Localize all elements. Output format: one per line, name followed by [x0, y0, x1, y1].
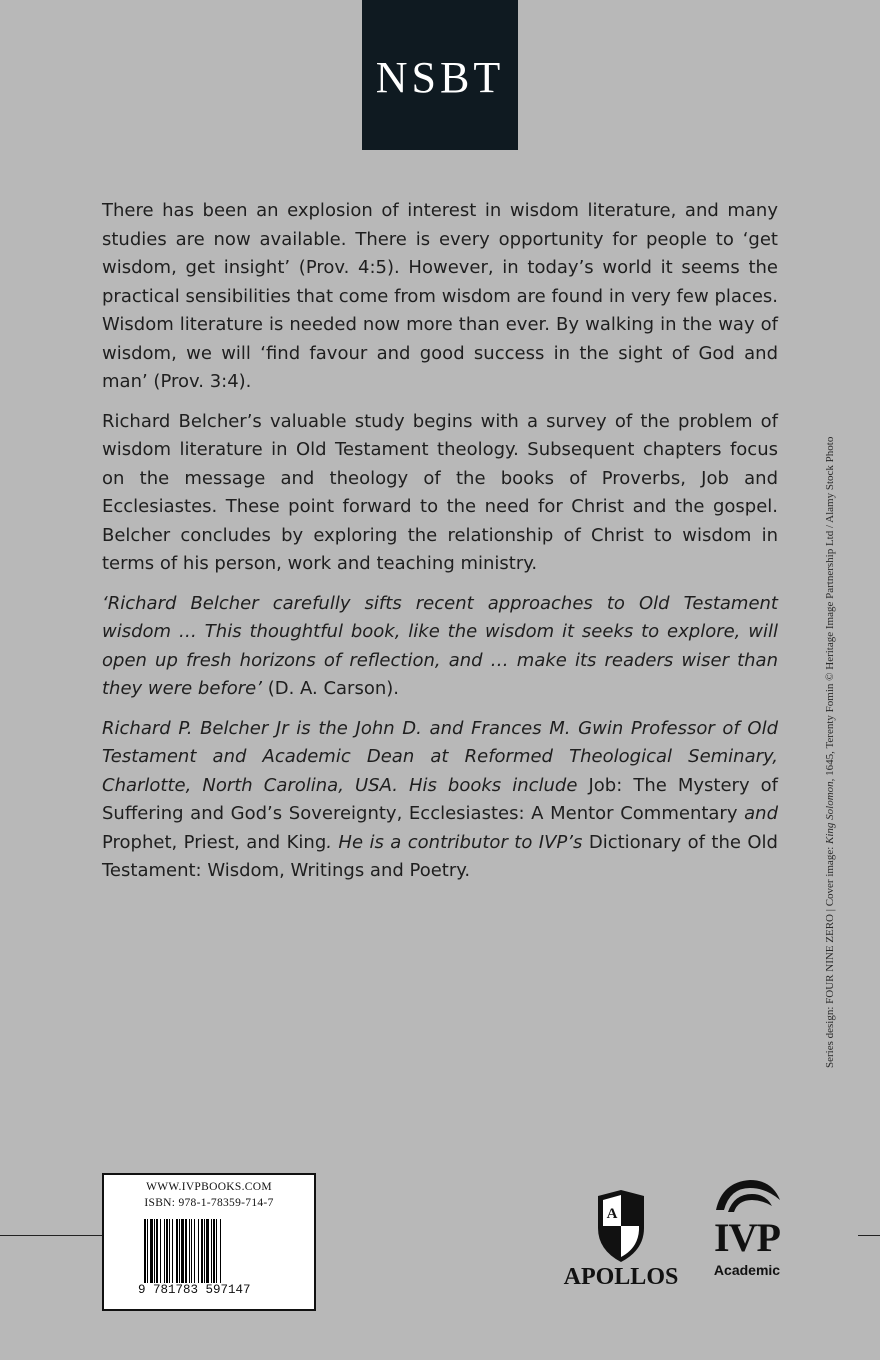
barcode-bar: [185, 1219, 187, 1283]
bio-text-3: . He is a contributor to IVP’s: [326, 831, 589, 853]
bio-title-1: Job: The Mystery of Suffering and God’s Sovereignty, Ecclesiastes: A Mentor Commentary: [102, 774, 778, 824]
image-credit: [824, 437, 836, 1068]
barcode-bar: [198, 1219, 199, 1283]
shield-icon: [562, 1188, 680, 1264]
barcode-bar: [166, 1219, 168, 1283]
blurb-paragraph-2: Richard Belcher’s valuable study begins with a survey of the problem of wisdom literature in Old Testament theology. Subsequent chapters focus on the message and theology of the books of Proverbs, Job and Ecclesiastes. These point forward to the need for Christ and the gospel. Belcher concludes by exploring the relationship of Christ to wisdom in terms of his person, work and teaching ministry.: [102, 410, 778, 574]
ivp-wordmark: IVP: [714, 1215, 780, 1260]
ivp-swoosh-icon: [706, 1176, 788, 1216]
barcode-bar: [204, 1219, 205, 1283]
ivp-academic-logo: [706, 1176, 788, 1286]
barcode-bar: [216, 1219, 217, 1283]
barcode-bar: [147, 1219, 148, 1283]
publisher-url: WWW.IVPBOOKS.COM: [146, 1181, 272, 1193]
barcode-bar: [189, 1219, 190, 1283]
series-title: NSBT: [375, 53, 505, 102]
bio-text-1: Richard P. Belcher Jr is the John D. and Frances M. Gwin Professor of Old Testament and Academic Dean at Reformed Theological Seminary, Charlotte, North Carolina, USA. His books include: [102, 717, 778, 796]
author-bio: [102, 715, 778, 886]
barcode-bar: [156, 1219, 158, 1283]
barcode-digits: 9 781783 597147: [138, 1283, 251, 1297]
barcode-bar: [181, 1219, 184, 1283]
credit-part-3: , 1645, Terenty Fomin © Heritage Image Partnership Ltd / Alamy Stock Photo: [824, 436, 836, 782]
credit-artwork-title: King Solomon: [824, 781, 836, 844]
series-logo-block: [362, 0, 518, 150]
shield-letter: A: [606, 1206, 618, 1222]
bio-text-4: .: [464, 860, 471, 881]
isbn: ISBN: 978-1-78359-714-7: [144, 1197, 274, 1209]
barcode-panel: [102, 1173, 316, 1311]
barcode-bar: [194, 1219, 195, 1283]
barcode-bars: [144, 1219, 278, 1283]
barcode-bar: [201, 1219, 203, 1283]
barcode-bar: [213, 1219, 215, 1283]
bio-title-2: Prophet, Priest, and King: [102, 831, 327, 853]
barcode-bar: [164, 1219, 165, 1283]
blurb-paragraph-1: There has been an explosion of interest in wisdom literature, and many studies are now available. There is every opportunity for people to ‘get wisdom, get insight’ (Prov. 4:5). However, in today’s world it seems the practical sensibilities that come from wisdom are found in very few places. Wisdom literature is needed now more than ever. By walking in the way of wisdom, we will ‘find favour and good success in the sight of God and man’ (Prov. 3:4).: [102, 200, 778, 392]
barcode-bar: [150, 1219, 153, 1283]
barcode-bar: [169, 1219, 170, 1283]
apollos-logo: [562, 1188, 680, 1288]
barcode-bar: [211, 1219, 212, 1283]
barcode-bar: [144, 1219, 146, 1283]
barcode-bar: [176, 1219, 178, 1283]
barcode-bar: [172, 1219, 173, 1283]
bio-title-3: Dictionary of the Old Testament: Wisdom, Writings and Poetry: [102, 831, 778, 881]
barcode-bar: [160, 1219, 161, 1283]
barcode-bar: [191, 1219, 192, 1283]
barcode-bar: [206, 1219, 209, 1283]
rule-left: [0, 1235, 102, 1236]
back-cover-blurb: [102, 197, 778, 897]
credit-part-1: Series design: FOUR NINE ZERO | Cover image:: [824, 843, 836, 1068]
endorsement-attribution: (D. A. Carson).: [267, 678, 399, 699]
apollos-wordmark: APOLLOS: [563, 1264, 679, 1290]
ivp-academic-label: Academic: [713, 1262, 781, 1278]
barcode-bar: [154, 1219, 155, 1283]
endorsement-quote: ‘Richard Belcher carefully sifts recent approaches to Old Testament wisdom … This thoughtful book, like the wisdom it seeks to explore, will open up fresh horizons of reflection, and … make its readers wiser than they were before’: [102, 592, 778, 699]
barcode-bar: [179, 1219, 180, 1283]
bio-text-2: and: [737, 803, 778, 824]
barcode-bar: [220, 1219, 221, 1283]
rule-right: [858, 1235, 880, 1236]
endorsement: [102, 590, 778, 704]
